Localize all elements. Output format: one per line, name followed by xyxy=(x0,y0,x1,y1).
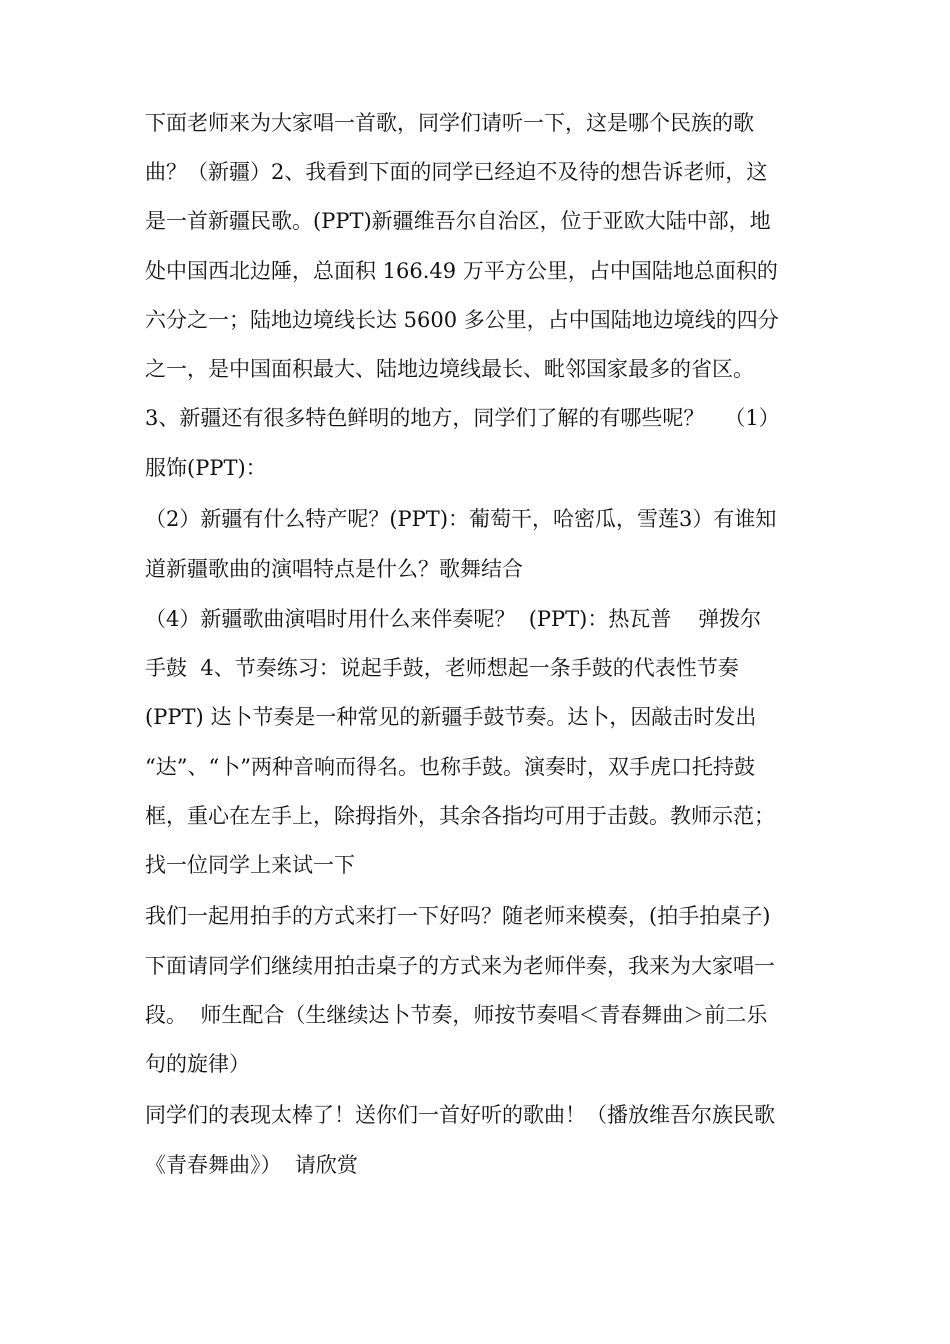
paragraph-line: 六分之一；陆地边境线长达 5600 多公里，占中国陆地边境线的四分 xyxy=(145,308,779,332)
paragraph-line: 《青春舞曲》） 请欣赏 xyxy=(145,1153,358,1177)
paragraph-line: 曲？（新疆）2、我看到下面的同学已经迫不及待的想告诉老师，这 xyxy=(145,160,768,184)
paragraph-line: 找一位同学上来试一下 xyxy=(145,853,355,877)
paragraph-line: (PPT) 达卜节奏是一种常见的新疆手鼓节奏。达卜，因敲击时发出 xyxy=(145,705,757,729)
paragraph-line: 是一首新疆民歌。(PPT)新疆维吾尔自治区，位于亚欧大陆中部，地 xyxy=(145,209,771,233)
paragraph-line: 同学们的表现太棒了！送你们一首好听的歌曲！（播放维吾尔族民歌 xyxy=(145,1103,775,1127)
paragraph-line: 下面老师来为大家唱一首歌，同学们请听一下，这是哪个民族的歌 xyxy=(145,111,754,135)
paragraph-line: （2）新疆有什么特产呢？(PPT)：葡萄干，哈密瓜，雪莲3）有谁知 xyxy=(145,507,777,531)
paragraph-line: 框，重心在左手上，除拇指外，其余各指均可用于击鼓。教师示范； xyxy=(145,804,775,828)
paragraph-line: 服饰(PPT)： xyxy=(145,456,267,480)
paragraph-line: 我们一起用拍手的方式来打一下好吗？随老师来模奏，(拍手拍桌子) xyxy=(145,904,771,928)
paragraph-line: （4）新疆歌曲演唱时用什么来伴奏呢？ (PPT)：热瓦普 弹拨尔 xyxy=(145,607,762,631)
paragraph-line: “达”、“卜”两种音响而得名。也称手鼓。演奏时，双手虎口托持鼓 xyxy=(145,755,755,779)
paragraph-line: 3、新疆还有很多特色鲜明的地方，同学们了解的有哪些呢？ （1） xyxy=(145,406,780,430)
paragraph-line: 下面请同学们继续用拍击桌子的方式来为老师伴奏，我来为大家唱一 xyxy=(145,954,775,978)
paragraph-line: 段。 师生配合（生继续达卜节奏，师按节奏唱＜青春舞曲＞前二乐 xyxy=(145,1003,768,1027)
paragraph-line: 之一，是中国面积最大、陆地边境线最长、毗邻国家最多的省区。 xyxy=(145,357,754,381)
paragraph-line: 句的旋律） xyxy=(145,1052,250,1076)
paragraph-line: 处中国西北边陲，总面积 166.49 万平方公里，占中国陆地总面积的 xyxy=(145,259,778,283)
paragraph-line: 手鼓 4、节奏练习：说起手鼓，老师想起一条手鼓的代表性节奏 xyxy=(145,656,739,680)
paragraph-line: 道新疆歌曲的演唱特点是什么？歌舞结合 xyxy=(145,557,523,581)
